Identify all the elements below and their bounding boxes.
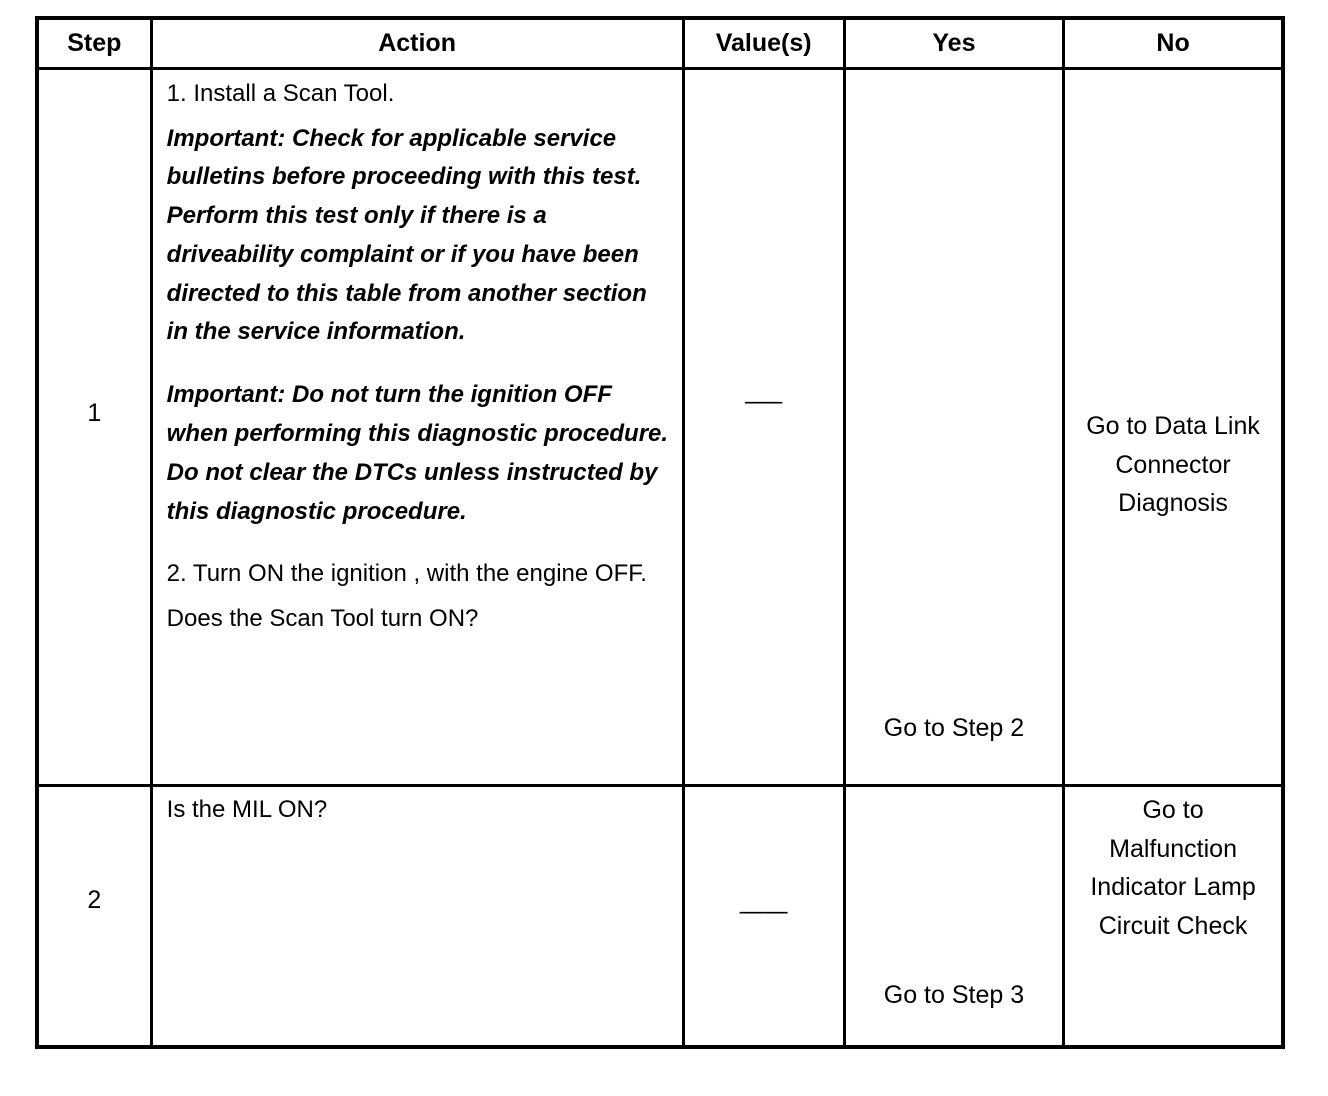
yes-link[interactable]: Go to Step 3 — [883, 981, 1025, 1009]
table-row — [37, 69, 1283, 786]
important-note: Important: Do not turn the ignition OFF when performing this diagnostic procedure. Do not clear the DTCs unless instructed by this diagnostic procedure. — [166, 381, 669, 525]
yes-cell — [844, 786, 1063, 1048]
action-item-text: 2. Turn ON the ignition , with the engine OFF. — [166, 560, 647, 588]
step-cell — [37, 786, 151, 1048]
value-cell — [683, 786, 844, 1048]
value-dash: —— — [739, 898, 788, 925]
value-dash: —– — [744, 388, 783, 415]
action-cell — [151, 69, 683, 786]
yes-link[interactable]: Go to Step 2 — [883, 714, 1025, 742]
important-note: Important: Check for applicable service bulletins before proceeding with this test. Perform this test only if there is a driveability complaint or if you have been directed to this table from another section in the service information. — [166, 124, 647, 346]
diagnostic-table — [35, 16, 1285, 1049]
yes-cell — [844, 69, 1063, 786]
action-item — [167, 555, 670, 594]
header-values: Value(s) — [683, 18, 844, 69]
table-row — [37, 786, 1283, 1048]
action-question: Does the Scan Tool turn ON? — [166, 604, 479, 632]
action-cell — [151, 786, 683, 1048]
no-cell — [1064, 69, 1283, 786]
no-cell — [1064, 786, 1283, 1048]
action-item: 1. Install a Scan Tool. — [166, 80, 395, 107]
step-number: 1 — [87, 398, 102, 427]
header-no: No — [1064, 18, 1283, 69]
header-step: Step — [37, 18, 151, 69]
no-link[interactable]: Go to Malfunction Indicator Lamp Circuit Check — [1090, 796, 1256, 940]
header-yes: Yes — [844, 18, 1063, 69]
step-cell — [37, 69, 151, 786]
action-question: Is the MIL ON? — [166, 796, 328, 823]
no-link[interactable]: Go to Data Link Connector Diagnosis — [1086, 412, 1260, 517]
header-row — [37, 18, 1283, 69]
step-number: 2 — [87, 886, 102, 914]
header-action: Action — [151, 18, 683, 69]
value-cell — [683, 69, 844, 786]
